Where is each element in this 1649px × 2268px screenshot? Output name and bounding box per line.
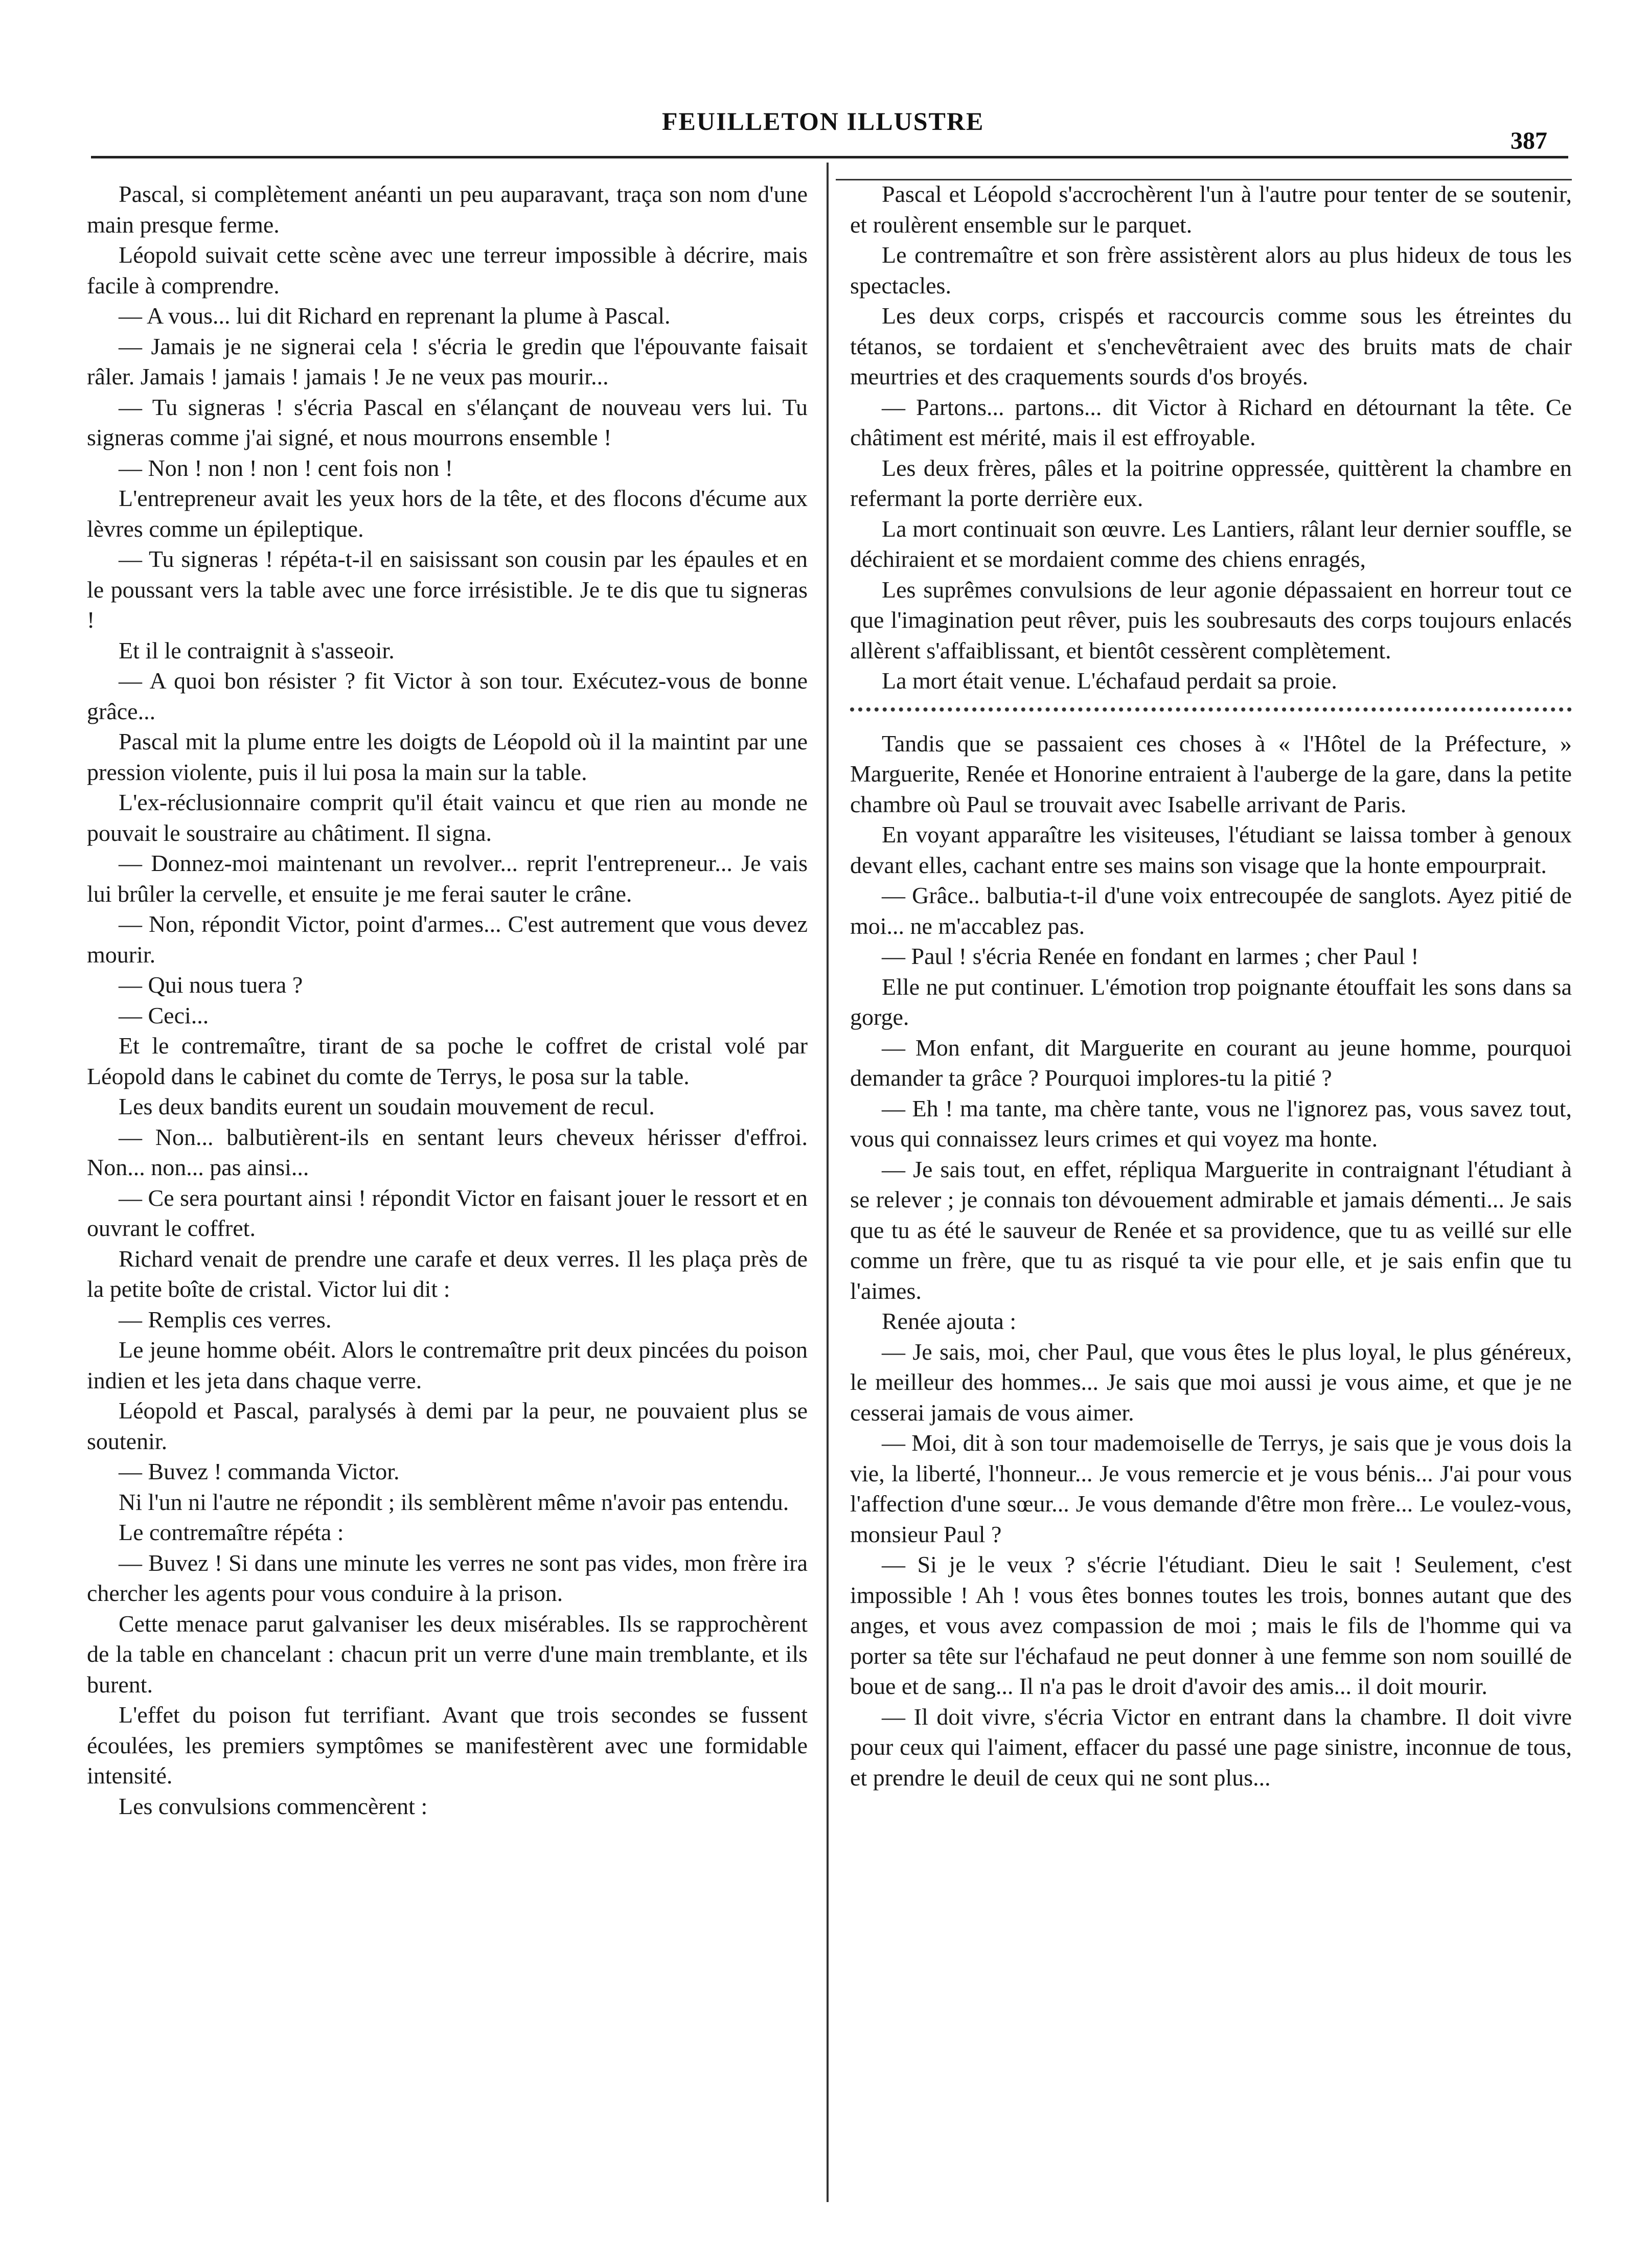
left-column-paragraph: — Jamais je ne signerai cela ! s'écria le gredin que l'épouvante faisait râler. Jamais ! jamais ! jamais ! Je ne veux pas mourir...	[87, 333, 808, 390]
right-column-paragraph: Le contremaître et son frère assistèrent alors au plus hideux de tous les spectacles.	[850, 242, 1572, 299]
header-rule	[91, 156, 1568, 158]
right-column-paragraph: — Si je le veux ? s'écrie l'étudiant. Dieu le sait ! Seulement, c'est impossible ! Ah ! vous êtes bonnes toutes les trois, bonnes autant que des anges, et vous avez compassion de moi ; mais le fils de l'homme qui va porter sa tête sur l'échafaud ne peut donner à une femme son nom souillé de boue et de sang... Il n'a pas le droit d'avoir des amis... il doit mourir.	[850, 1551, 1572, 1699]
right-column-paragraph: — Moi, dit à son tour mademoiselle de Terrys, je sais que je vous dois la vie, la liberté, l'honneur... Je vous remercie et je vous bénis... J'ai pour vous l'affection d'une sœur... Je vous demande d'être mon frère... Le voulez-vous, monsieur Paul ?	[850, 1430, 1572, 1547]
left-column-paragraph: Le jeune homme obéit. Alors le contremaître prit deux pincées du poison indien et les jeta dans chaque verre.	[87, 1337, 808, 1393]
right-column-paragraph: En voyant apparaître les visiteuses, l'étudiant se laissa tomber à genoux devant elles, cachant entre ses mains son visage que la honte empourprait.	[850, 821, 1572, 878]
left-column-paragraph: — Non, répondit Victor, point d'armes... C'est autrement que vous devez mourir.	[87, 911, 808, 968]
right-column-paragraph: — Eh ! ma tante, ma chère tante, vous ne l'ignorez pas, vous savez tout, vous qui connaissez leurs crimes et qui voyez ma honte.	[850, 1095, 1572, 1152]
right-column-paragraph: — Partons... partons... dit Victor à Richard en détournant la tête. Ce châtiment est mérité, mais il est effroyable.	[850, 394, 1572, 450]
right-column-paragraph: Les deux corps, crispés et raccourcis comme sous les étreintes du tétanos, se tordaient et s'enchevêtraient avec des bruits mats de chair meurtries et des craquements sourds d'os broyés.	[850, 303, 1572, 390]
left-column-paragraph: Pascal, si complètement anéanti un peu auparavant, traça son nom d'une main presque ferme.	[87, 181, 808, 238]
left-column-paragraph: — Donnez-moi maintenant un revolver... reprit l'entrepreneur... Je vais lui brûler la cervelle, et ensuite je me ferai sauter le crâne.	[87, 850, 808, 907]
right-column-paragraph: — Paul ! s'écria Renée en fondant en larmes ; cher Paul !	[882, 943, 1419, 969]
left-column-paragraph: Léopold et Pascal, paralysés à demi par la peur, ne pouvaient plus se soutenir.	[87, 1398, 808, 1454]
right-column-paragraph: Elle ne put continuer. L'émotion trop poignante étouffait les sons dans sa gorge.	[850, 973, 1572, 1030]
right-column-paragraph: — Je sais, moi, cher Paul, que vous êtes le plus loyal, le plus généreux, le meilleur des hommes... Je sais que moi aussi je vous aime, et que je ne cesserai jamais de vous aimer.	[850, 1338, 1572, 1426]
left-column-paragraph: — Non ! non ! non ! cent fois non !	[119, 454, 453, 481]
right-column-paragraph: — Je sais tout, en effet, répliqua Marguerite in contraignant l'étudiant à se relever ; je connais ton dévouement admirable et jamais démenti... Je sais que tu as été le sauveur de Renée et sa providence, que tu as veillé sur elle comme un frère, que tu as risqué ta vie pour elle, et je sais enfin que tu l'aimes.	[850, 1156, 1572, 1304]
right-column-paragraph: Pascal et Léopold s'accrochèrent l'un à l'autre pour tenter de se soutenir, et roulèrent ensemble sur le parquet.	[850, 181, 1572, 238]
left-column-paragraph: Le contremaître répéta :	[119, 1519, 344, 1545]
left-column-paragraph: — Tu signeras ! s'écria Pascal en s'élançant de nouveau vers lui. Tu signeras comme j'ai signé, et nous mourrons ensemble !	[87, 394, 808, 450]
left-column	[87, 179, 808, 1821]
left-column-paragraph: Pascal mit la plume entre les doigts de Léopold où il la maintint par une pression violente, puis il lui posa la main sur la table.	[87, 728, 808, 785]
left-column-paragraph: — Ceci...	[119, 1002, 209, 1028]
left-column-paragraph: — A vous... lui dit Richard en reprenant la plume à Pascal.	[119, 303, 671, 329]
section-separator	[850, 707, 1572, 713]
left-column-paragraph: — Buvez ! commanda Victor.	[119, 1458, 400, 1484]
left-column-paragraph: L'effet du poison fut terrifiant. Avant que trois secondes se fussent écoulées, les premiers symptômes se manifestèrent avec une formidable intensité.	[87, 1702, 808, 1789]
left-column-paragraph: Les convulsions commencèrent :	[119, 1793, 428, 1819]
left-column-paragraph: Et il le contraignit à s'asseoir.	[119, 637, 395, 663]
right-column-paragraph: — Grâce.. balbutia-t-il d'une voix entrecoupée de sanglots. Ayez pitié de moi... ne m'accablez pas.	[850, 882, 1572, 939]
right-column-paragraph: — Il doit vivre, s'écria Victor en entrant dans la chambre. Il doit vivre pour ceux qui l'aiment, effacer du passé une page sinistre, inconnue de tous, et prendre le deuil de ceux qui ne sont plus...	[850, 1703, 1572, 1791]
right-column-paragraph: Les deux frères, pâles et la poitrine oppressée, quittèrent la chambre en refermant la porte derrière eux.	[850, 454, 1572, 511]
right-column-paragraph: Renée ajouta :	[882, 1308, 1017, 1334]
left-column-paragraph: — Non... balbutièrent-ils en sentant leurs cheveux hérisser d'effroi. Non... non... pas ainsi...	[87, 1124, 808, 1180]
running-title: FEUILLETON ILLUSTRE	[662, 107, 984, 135]
right-column-section-1	[850, 179, 1572, 696]
right-column	[850, 179, 1572, 1793]
right-column-paragraph: La mort continuait son œuvre. Les Lantiers, râlant leur dernier souffle, se déchiraient et se mordaient comme des chiens enragés,	[850, 515, 1572, 572]
left-column-paragraph: — Ce sera pourtant ainsi ! répondit Victor en faisant jouer le ressort et en ouvrant le coffret.	[87, 1184, 808, 1241]
left-column-paragraph: — A quoi bon résister ? fit Victor à son tour. Exécutez-vous de bonne grâce...	[87, 668, 808, 724]
right-column-section-2	[850, 728, 1572, 1793]
left-column-paragraph: — Remplis ces verres.	[119, 1306, 332, 1333]
left-column-paragraph: Ni l'un ni l'autre ne répondit ; ils semblèrent même n'avoir pas entendu.	[119, 1488, 789, 1515]
left-column-paragraph: Léopold suivait cette scène avec une terreur impossible à décrire, mais facile à comprendre.	[87, 242, 808, 299]
page-number: 387	[1510, 127, 1547, 154]
left-column-paragraph: Les deux bandits eurent un soudain mouvement de recul.	[119, 1093, 655, 1119]
left-column-paragraph: Richard venait de prendre une carafe et deux verres. Il les plaça près de la petite boîte de cristal. Victor lui dit :	[87, 1245, 808, 1302]
right-column-paragraph: Les suprêmes convulsions de leur agonie dépassaient en horreur tout ce que l'imagination peut rêver, puis les soubresauts des corps toujours enlacés allèrent s'affaiblissant, et bientôt cessèrent complètement.	[850, 576, 1572, 663]
left-column-paragraph: Cette menace parut galvaniser les deux misérables. Ils se rapprochèrent de la table en chancelant : chacun prit un verre d'une main tremblante, et ils burent.	[87, 1610, 808, 1698]
left-column-paragraph: L'ex-réclusionnaire comprit qu'il était vaincu et que rien au monde ne pouvait le soustraire au châtiment. Il signa.	[87, 789, 808, 846]
column-divider	[827, 163, 829, 2202]
left-column-paragraph: Et le contremaître, tirant de sa poche le coffret de cristal volé par Léopold dans le cabinet du comte de Terrys, le posa sur la table.	[87, 1033, 808, 1089]
left-column-paragraph: — Qui nous tuera ?	[119, 972, 303, 998]
left-column-paragraph: — Buvez ! Si dans une minute les verres ne sont pas vides, mon frère ira chercher les agents pour vous conduire à la prison.	[87, 1549, 808, 1606]
right-column-paragraph: La mort était venue. L'échafaud perdait sa proie.	[882, 668, 1337, 694]
right-column-paragraph: — Mon enfant, dit Marguerite en courant au jeune homme, pourquoi demander ta grâce ? Pourquoi implores-tu la pitié ?	[850, 1034, 1572, 1091]
left-column-paragraph: L'entrepreneur avait les yeux hors de la tête, et des flocons d'écume aux lèvres comme un épileptique.	[87, 485, 808, 542]
left-column-paragraph: — Tu signeras ! répéta-t-il en saisissant son cousin par les épaules et en le poussant vers la table avec une force irrésistible. Je te dis que tu signeras !	[87, 546, 808, 633]
right-column-paragraph: Tandis que se passaient ces choses à « l'Hôtel de la Préfecture, » Marguerite, Renée et Honorine entraient à l'auberge de la gare, dans la petite chambre où Paul se trouvait avec Isabelle arrivant de Paris.	[850, 730, 1572, 817]
